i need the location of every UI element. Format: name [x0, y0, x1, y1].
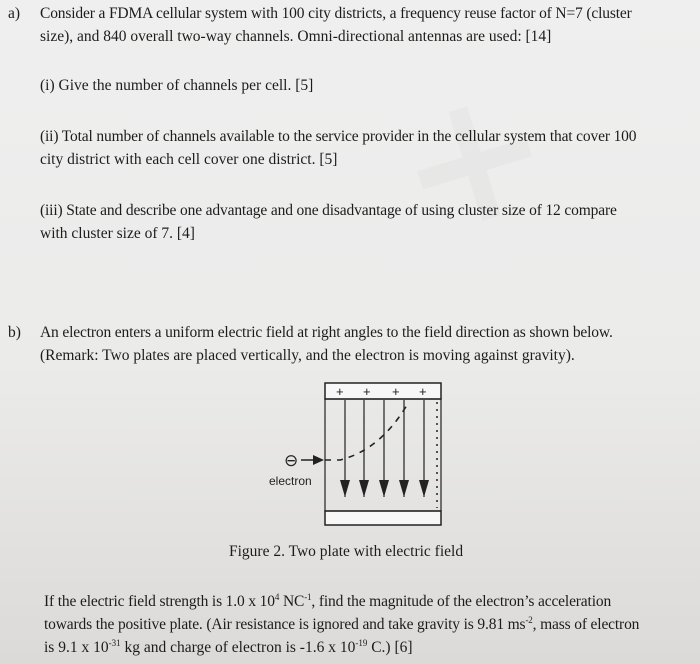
- field-arrow: [340, 480, 350, 497]
- field-arrow: [379, 480, 389, 497]
- negative-plate: [325, 511, 441, 525]
- field-arrow: [419, 480, 429, 497]
- part-b-stem-line1: An electron enters a uniform electric field at right angles to the field direction as shown below.: [40, 324, 613, 341]
- plus-sign: +: [419, 384, 427, 399]
- part-a-stem-line1: Consider a FDMA cellular system with 100 city districts, a frequency reuse factor of N=7 (cluster: [40, 5, 632, 22]
- plus-sign: +: [336, 384, 344, 399]
- part-a-label: a): [8, 5, 21, 22]
- electron-path: [325, 405, 407, 460]
- electron-arrowhead: [313, 455, 324, 465]
- field-arrow: [399, 480, 409, 497]
- question-a-iii-line1: (iii) State and describe one advantage and one disadvantage of using cluster size of 12 compare: [40, 202, 617, 219]
- part-b-question-line1: If the electric field strength is 1.0 x $10^4$ $NC^{-1}$, find the magnitude of the electron’s acceleration: [44, 592, 612, 610]
- question-a-i: (i) Give the number of channels per cell. [5]: [40, 77, 314, 94]
- question-a-ii-line1: (ii) Total number of channels available to the service provider in the cellular system that cover 100: [40, 128, 637, 145]
- plus-sign: +: [392, 384, 400, 399]
- electron-label: electron: [269, 474, 312, 488]
- plus-sign: +: [363, 384, 371, 399]
- part-a-stem-line2: size), and 840 overall two-way channels. Omni-directional antennas are used: [14]: [40, 28, 552, 45]
- figure-caption: Figure 2. Two plate with electric field: [229, 543, 464, 560]
- question-a-iii-line2: with cluster size of 7. [4]: [40, 225, 195, 242]
- part-b-question-line3: is 9.1 x $10^{-31}$ kg and charge of electron is -1.6 x $10^{-19}$ C.) [6]: [44, 638, 413, 656]
- field-arrow: [359, 480, 369, 497]
- part-b-question-line2: towards the positive plate. (Air resistance is ignored and take gravity is 9.81 $ms^{-2}$, mass of electron: [44, 615, 640, 633]
- field-arrowheads: [340, 480, 429, 497]
- part-b-label: b): [8, 324, 21, 341]
- part-b-stem-line2: (Remark: Two plates are placed vertically, and the electron is moving against gravity).: [40, 347, 575, 364]
- electron-symbol: ⊖: [284, 451, 299, 470]
- question-a-ii-line2: city district with each cell cover one district. [5]: [40, 151, 338, 168]
